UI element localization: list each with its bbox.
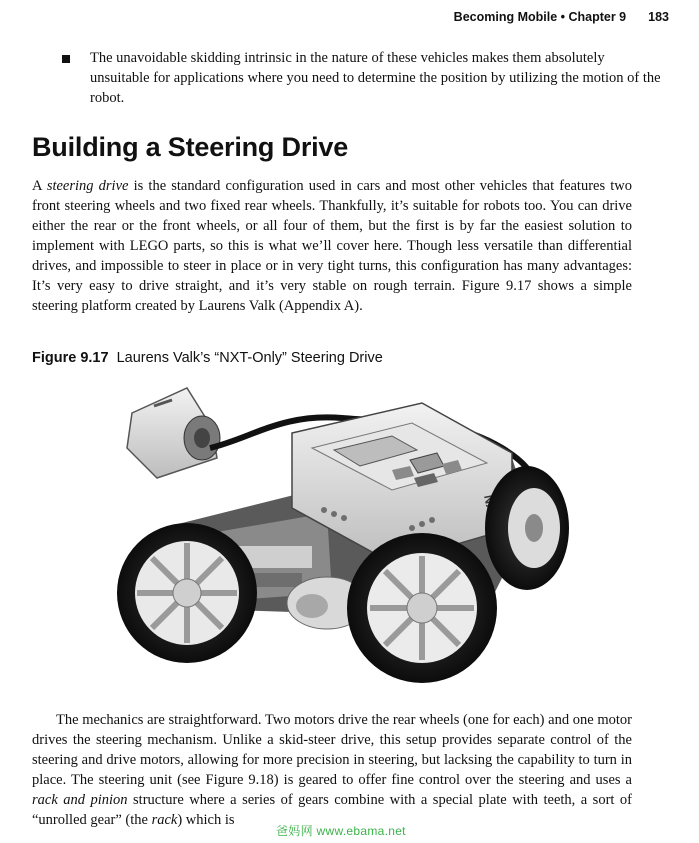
section-heading: Building a Steering Drive <box>32 132 349 162</box>
paragraph-text: A <box>32 178 47 194</box>
bullet-text: The unavoidable skidding intrinsic in the nature of these vehicles makes them absolutely unsuitable for applications where you need to determine the position by utilizing the motion of the robot. <box>90 50 661 106</box>
rear-right-wheel <box>485 466 569 590</box>
robot-photo <box>92 378 612 688</box>
running-header <box>454 10 669 24</box>
bullet-square-icon <box>62 55 70 63</box>
watermark: 爸妈网 www.ebama.net <box>276 824 406 838</box>
italic-term: rack and pinion <box>32 792 128 808</box>
paragraph-text: The mechanics are straightforward. Two motors drive the rear wheels (one for each) and one motor drives the steering mechanism. Unlike a skid-steer drive, this setup provides separate control of the steering and drive motors, allowing for more precision in steering, but lacksing the capability to turn in place. The steering unit (see Figure 9.18) is geared to offer fine control over the steering and uses a <box>32 712 632 788</box>
paragraph-text: ) which is <box>177 812 235 828</box>
page-number: 183 <box>648 10 669 24</box>
paragraph-steering-drive <box>32 176 632 316</box>
front-right-wheel <box>347 533 497 683</box>
front-left-wheel <box>117 523 257 663</box>
figure-caption <box>32 350 383 366</box>
figure-title: Laurens Valk’s “NXT-Only” Steering Drive <box>116 350 383 366</box>
paragraph-text: is the standard configuration used in cars and most other vehicles that features two front steering wheels and two fixed rear wheels. Thankfully, it’s suitable for robots too. You can drive either the rear or the front wheels, or all four of them, but the first is by far the easiest solution to implement with LEGO parts, so this is what we’ll cover here. Though less versatile than differential drives, and impossible to steer in place or in very tight turns, this configuration has many advantages: It’s very easy to drive straight, and it’s very stable on rough terrain. Figure 9.17 shows a simple steering platform created by Laurens Valk (Appendix A). <box>32 178 633 314</box>
figure-number: Figure 9.17 <box>32 350 109 366</box>
paragraph-mechanics <box>32 710 632 830</box>
italic-term: steering drive <box>46 178 129 194</box>
paragraph-text: structure where a series of gears combine with a special plate with teeth, a sort of “unrolled gear” (the <box>32 792 632 828</box>
italic-term: rack <box>151 812 178 828</box>
bullet-item <box>62 48 662 108</box>
running-title: Becoming Mobile • Chapter 9 <box>453 10 627 24</box>
